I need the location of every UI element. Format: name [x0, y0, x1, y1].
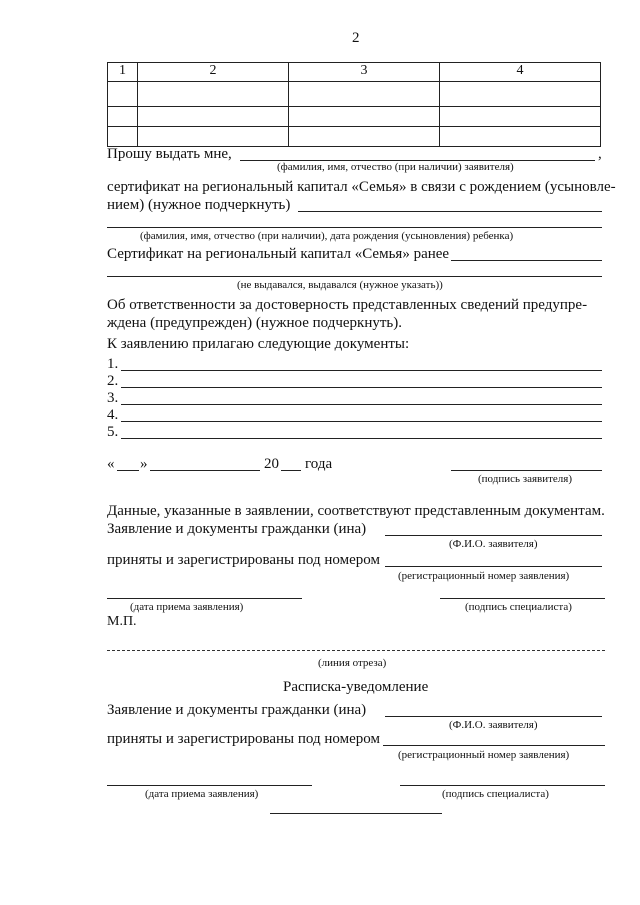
attach-label: К заявлению прилагаю следующие документы:: [107, 336, 410, 352]
caption-prev: (не выдавался, выдавался (нужное указать)): [237, 279, 443, 291]
receipt-caption-date: (дата приема заявления): [145, 788, 259, 800]
doc-item-field[interactable]: [121, 370, 602, 371]
table-header-cell: 4: [440, 63, 601, 82]
receipt-applicant-fio-field[interactable]: [385, 716, 602, 717]
receipt-registration-number-field[interactable]: [383, 745, 605, 746]
receipt-caption-sign: (подпись специалиста): [442, 788, 549, 800]
doc-item-number: 5.: [107, 424, 119, 440]
month-field[interactable]: [150, 470, 260, 471]
cut-line: [107, 650, 605, 651]
cut-line-caption: (линия отреза): [318, 657, 387, 669]
statement: Данные, указанные в заявлении, соответствуют представленным документам.: [107, 503, 605, 519]
caption-applicant: (фамилия, имя, отчество (при наличии) заявителя): [277, 161, 514, 173]
year-prefix: 20: [264, 456, 279, 472]
receipt-date-field[interactable]: [107, 785, 312, 786]
caption-date: (дата приема заявления): [130, 601, 244, 613]
receipt-date-field[interactable]: [107, 598, 302, 599]
responsibility-line-2: ждена (предупрежден) (нужное подчеркнуть).: [107, 315, 403, 331]
doc-item-field[interactable]: [121, 387, 602, 388]
table-row: [108, 127, 601, 147]
caption-fio: (Ф.И.О. заявителя): [449, 538, 538, 550]
specialist-signature-field[interactable]: [440, 598, 605, 599]
docs-line: Заявление и документы гражданки (ина): [107, 521, 367, 537]
caption-signature: (подпись заявителя): [478, 473, 573, 485]
table-row: [108, 107, 601, 127]
caption-child: (фамилия, имя, отчество (при наличии), дата рождения (усыновления) ребенка): [140, 230, 514, 242]
table-header-cell: 3: [289, 63, 440, 82]
applicant-signature-field[interactable]: [451, 470, 602, 471]
doc-item-number: 2.: [107, 373, 119, 389]
close-quote: »: [140, 456, 148, 472]
table-header-row: [108, 63, 601, 82]
receipt-title: Расписка-уведомление: [283, 679, 429, 695]
prev-certificate-field[interactable]: [451, 260, 602, 261]
prev-certificate-field-2[interactable]: [107, 276, 602, 277]
child-field-1[interactable]: [298, 211, 602, 212]
request-line-2: сертификат на региональный капитал «Семья» в связи с рождением (усыновле-: [107, 179, 616, 195]
registration-number-field[interactable]: [385, 566, 602, 567]
open-quote: «: [107, 456, 115, 472]
closing-rule: [270, 813, 442, 814]
table-header-cell: 1: [108, 63, 138, 82]
year-suffix: года: [305, 456, 333, 472]
request-lead: Прошу выдать мне,: [107, 146, 232, 162]
caption-regnum: (регистрационный номер заявления): [398, 570, 570, 582]
receipt-registered-label: приняты и зарегистрированы под номером: [107, 731, 380, 747]
comma: ,: [598, 146, 602, 162]
doc-item-number: 4.: [107, 407, 119, 423]
receipt-docs-line: Заявление и документы гражданки (ина): [107, 702, 367, 718]
applicant-fio-field[interactable]: [385, 535, 602, 536]
data-table: [107, 62, 601, 147]
day-field[interactable]: [117, 470, 139, 471]
request-line-3: нием) (нужное подчеркнуть): [107, 197, 291, 213]
prev-certificate-label: Сертификат на региональный капитал «Семья» ранее: [107, 246, 450, 262]
receipt-caption-fio: (Ф.И.О. заявителя): [449, 719, 538, 731]
responsibility-line-1: Об ответственности за достоверность представленных сведений предупре-: [107, 297, 588, 313]
page-number: 2: [352, 30, 360, 46]
doc-item-field[interactable]: [121, 438, 602, 439]
doc-item-field[interactable]: [121, 421, 602, 422]
stamp-label: М.П.: [107, 614, 137, 629]
doc-item-number: 1.: [107, 356, 119, 372]
registered-label: приняты и зарегистрированы под номером: [107, 552, 380, 568]
doc-item-field[interactable]: [121, 404, 602, 405]
receipt-caption-regnum: (регистрационный номер заявления): [398, 749, 570, 761]
doc-item-number: 3.: [107, 390, 119, 406]
child-field-2[interactable]: [107, 227, 602, 228]
year-field[interactable]: [281, 470, 301, 471]
table-header-cell: 2: [138, 63, 289, 82]
table-row: [108, 82, 601, 107]
receipt-specialist-signature-field[interactable]: [400, 785, 605, 786]
caption-sign: (подпись специалиста): [465, 601, 572, 613]
